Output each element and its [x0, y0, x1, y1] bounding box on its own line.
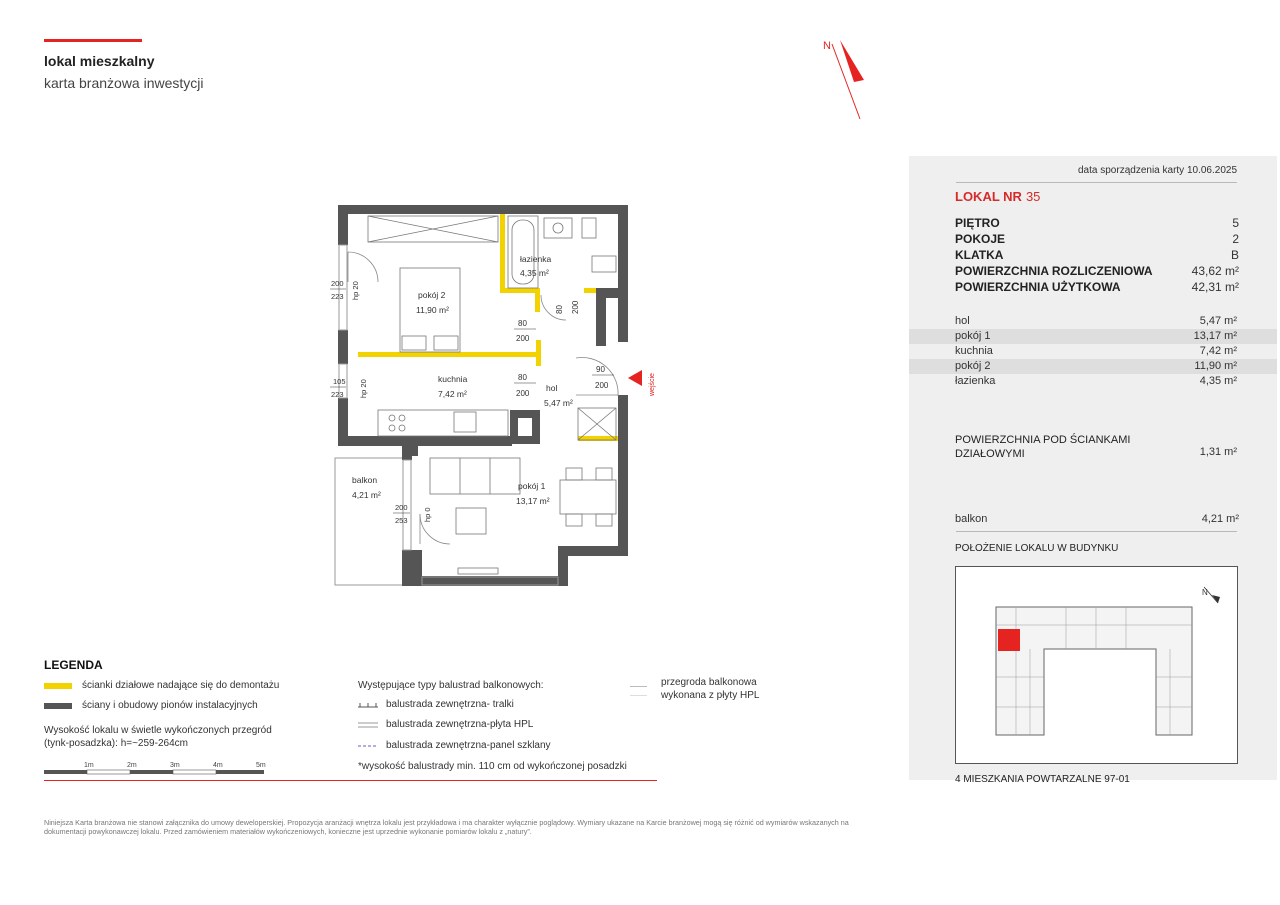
creation-date: data sporządzenia karty 10.06.2025	[1078, 165, 1237, 176]
room-row-bedroom-2	[909, 359, 1277, 374]
header-accent-bar	[44, 39, 142, 42]
info-key: POKOJE	[955, 232, 1006, 246]
info-value: 5	[1232, 216, 1239, 230]
room-row-bedroom-1	[909, 329, 1277, 344]
room-label-balcony: balkon	[352, 475, 378, 485]
room-name: hol	[955, 315, 970, 327]
balustrade-label: balustrada zewnętrzna- tralki	[386, 699, 514, 710]
door-height-label: 200	[516, 389, 530, 398]
window-width-label: 200	[395, 503, 408, 512]
partition-label: przegroda balkonowa wykonana z płyty HPL	[661, 677, 760, 701]
info-value: 2	[1232, 232, 1239, 246]
entrance-marker-icon	[628, 370, 642, 386]
window-width-label: 200	[331, 279, 344, 288]
demountable-partitions	[358, 214, 618, 441]
room-name: pokój 2	[955, 360, 991, 372]
door-width-label: 80	[518, 373, 527, 382]
room-area: 5,47 m²	[1199, 315, 1237, 327]
north-arrow-icon	[818, 34, 870, 124]
room-area-hall: 5,47 m²	[544, 398, 573, 408]
walls-label-line: DZIAŁOWYMI	[955, 448, 1025, 460]
unit-highlight	[998, 629, 1020, 651]
info-key: KLATKA	[955, 248, 1004, 262]
door-width-label: 80	[555, 305, 564, 314]
room-row-kitchen	[909, 344, 1277, 359]
window-sill-label: hp 20	[351, 281, 360, 300]
legend-yellow-label: ścianki działowe nadające się do demontażu	[82, 680, 280, 691]
info-row-staircase	[955, 248, 1239, 262]
room-area: 11,90 m²	[1194, 360, 1237, 372]
room-name: łazienka	[955, 375, 996, 387]
door-height-label: 200	[595, 381, 609, 390]
balcony-area: 4,21 m²	[1201, 513, 1239, 525]
north-label: N	[823, 40, 831, 52]
scale-label: 5m	[256, 762, 266, 769]
next-section-title: 4 MIESZKANIA POWTARZALNE 97-01	[955, 774, 1130, 785]
unit-title	[955, 189, 1040, 204]
info-row-floor	[955, 216, 1239, 230]
balustrade-title: Występujące typy balustrad balkonowych:	[358, 680, 544, 691]
legend	[44, 658, 760, 788]
panel-divider	[956, 531, 1237, 532]
legend-gray-label: ściany i obudowy pionów instalacyjnych	[82, 700, 258, 711]
balustrade-note: *wysokość balustrady min. 110 cm od wykończonej posadzki	[358, 761, 627, 772]
walls-label-line: POWIERZCHNIA POD ŚCIANKAMI	[955, 434, 1131, 446]
gray-swatch	[44, 703, 72, 709]
door-height-label: 200	[516, 334, 530, 343]
room-area-bathroom: 4,35 m²	[520, 268, 549, 278]
unit-number: 35	[1025, 189, 1041, 204]
info-row-billing-area	[955, 264, 1239, 278]
room-row-hall	[909, 314, 1277, 329]
building-location-map	[955, 566, 1238, 764]
room-area: 7,42 m²	[1199, 345, 1237, 357]
disclaimer-text: Niniejsza Karta branżowa nie stanowi załącznika do umowy deweloperskiej. Propozycja aranżacji wnętrza lokalu jest przykładowa i ma charakter wyłącznie poglądowy. Wymiary ukazane na Karcie branżowej mogą się różnić od wymiarów wskazanych na dokumentacji powykonawczej lokalu. Przed zamówieniem materiałów wykończeniowych, konieczne jest uprzednie wykonanie pomiarów lokalu z „natury”.	[44, 818, 849, 836]
room-area-bedroom-2: 11,90 m²	[416, 305, 449, 315]
room-area: 4,35 m²	[1199, 375, 1237, 387]
balcony-name: balkon	[955, 513, 988, 525]
legend-row-demountable	[44, 680, 279, 691]
info-value: B	[1230, 248, 1239, 262]
door-height-label: 200	[571, 300, 580, 314]
legend-height-text: Wysokość lokalu w świetle wykończonych przegród (tynk-posadzka): h=~259-264cm	[44, 725, 272, 749]
room-label-hall: hol	[546, 383, 558, 393]
scale-label: 2m	[127, 762, 137, 769]
balustrade-type-balusters	[358, 699, 514, 710]
scale-bar	[44, 758, 268, 776]
panel-divider	[956, 182, 1237, 183]
window-sill-label: hp 0	[423, 507, 432, 522]
info-key: POWIERZCHNIA ROZLICZENIOWA	[955, 264, 1153, 278]
room-label-bedroom-1: pokój 1	[518, 481, 546, 491]
room-label-kitchen: kuchnia	[438, 374, 468, 384]
building-outline	[956, 567, 1239, 765]
floor-plan	[330, 200, 656, 592]
room-label-bedroom-2: pokój 2	[418, 290, 446, 300]
info-key: POWIERZCHNIA UŻYTKOWA	[955, 280, 1121, 294]
balustrade-type-glass	[358, 740, 551, 751]
info-row-rooms	[955, 232, 1239, 246]
location-north-label: N	[1202, 588, 1208, 597]
room-name: pokój 1	[955, 330, 991, 342]
scale-label: 3m	[170, 762, 180, 769]
document-title: lokal mieszkalny	[44, 53, 155, 69]
partition-walls-area-value: 1,31 m²	[1199, 446, 1237, 458]
info-key: PIĘTRO	[955, 216, 1000, 230]
yellow-swatch	[44, 683, 72, 689]
window-height-label: 253	[395, 516, 408, 525]
door-width-label: 80	[518, 319, 527, 328]
window-width-label: 105	[333, 377, 346, 386]
legend-row-walls	[44, 700, 258, 711]
unit-label: LOKAL NR	[955, 189, 1022, 204]
window-height-label: 223	[331, 390, 344, 399]
legend-partition	[630, 676, 790, 702]
room-row-bathroom	[909, 374, 1277, 389]
partition-walls-area-label	[955, 433, 1130, 461]
balcony-row	[955, 513, 1239, 525]
room-name: kuchnia	[955, 345, 993, 357]
info-panel	[909, 156, 1277, 785]
balusters-icon	[358, 701, 378, 709]
scale-label: 4m	[213, 762, 223, 769]
legend-title: LEGENDA	[44, 658, 103, 672]
document-subtitle: karta branżowa inwestycji	[44, 75, 204, 91]
balustrade-label: balustrada zewnętrzna-panel szklany	[386, 740, 551, 751]
room-area-balcony: 4,21 m²	[352, 490, 381, 500]
window-height-label: 223	[331, 292, 344, 301]
info-value: 42,31 m²	[1191, 280, 1239, 294]
legend-divider	[44, 780, 657, 781]
room-area-kitchen: 7,42 m²	[438, 389, 467, 399]
hpl-panel-icon	[358, 721, 378, 729]
info-value: 43,62 m²	[1191, 264, 1239, 278]
partition-mark	[630, 686, 647, 696]
window-sill-label: hp 20	[359, 379, 368, 398]
entrance-label: wejście	[649, 373, 656, 396]
room-area: 13,17 m²	[1193, 330, 1237, 342]
scale-label: 1m	[84, 762, 94, 769]
glass-panel-icon	[358, 742, 378, 750]
room-area-bedroom-1: 13,17 m²	[516, 496, 550, 506]
balustrade-type-hpl	[358, 719, 533, 730]
info-row-usable-area	[955, 280, 1239, 294]
balustrade-label: balustrada zewnętrzna-płyta HPL	[386, 719, 534, 730]
door-width-label: 90	[596, 365, 605, 374]
location-title: POŁOŻENIE LOKALU W BUDYNKU	[955, 543, 1119, 554]
room-label-bathroom: łazienka	[520, 254, 552, 264]
